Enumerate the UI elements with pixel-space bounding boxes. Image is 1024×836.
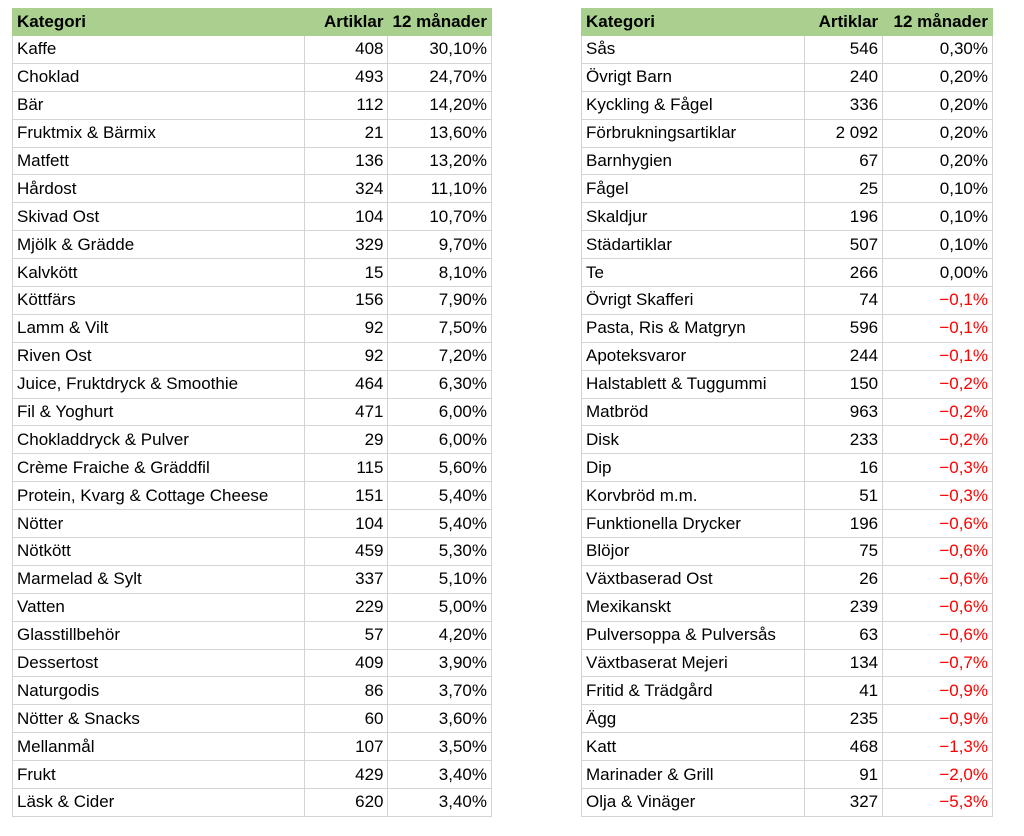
table-row	[582, 733, 993, 761]
change-cell: 5,30%	[388, 538, 492, 566]
table-row	[13, 147, 492, 175]
change-cell: 0,20%	[883, 91, 993, 119]
table-row	[13, 203, 492, 231]
category-cell: Skaldjur	[582, 203, 805, 231]
articles-cell: 327	[805, 789, 883, 817]
articles-cell: 596	[805, 314, 883, 342]
change-cell: 14,20%	[388, 91, 492, 119]
change-cell: 24,70%	[388, 63, 492, 91]
change-cell: −0,3%	[883, 454, 993, 482]
articles-cell: 107	[304, 733, 388, 761]
table-body-right	[582, 36, 993, 817]
table-row	[13, 677, 492, 705]
articles-cell: 324	[304, 175, 388, 203]
articles-cell: 196	[805, 510, 883, 538]
change-cell: −0,6%	[883, 510, 993, 538]
articles-cell: 15	[304, 259, 388, 287]
category-cell: Mellanmål	[13, 733, 305, 761]
category-cell: Kyckling & Fågel	[582, 91, 805, 119]
change-cell: 0,10%	[883, 231, 993, 259]
category-cell: Sås	[582, 36, 805, 64]
change-cell: 0,20%	[883, 119, 993, 147]
category-cell: Glasstillbehör	[13, 621, 305, 649]
change-cell: 11,10%	[388, 175, 492, 203]
table-row	[582, 36, 993, 64]
category-cell: Halstablett & Tuggummi	[582, 370, 805, 398]
category-cell: Marinader & Grill	[582, 761, 805, 789]
articles-cell: 115	[304, 454, 388, 482]
change-cell: 0,20%	[883, 147, 993, 175]
category-cell: Nötkött	[13, 538, 305, 566]
table-row	[13, 119, 492, 147]
category-cell: Kalvkött	[13, 259, 305, 287]
table-row	[13, 287, 492, 315]
table-row	[13, 705, 492, 733]
change-cell: −1,3%	[883, 733, 993, 761]
articles-cell: 112	[304, 91, 388, 119]
articles-cell: 468	[805, 733, 883, 761]
articles-cell: 266	[805, 259, 883, 287]
change-cell: −0,2%	[883, 426, 993, 454]
table-row	[13, 175, 492, 203]
table-row	[582, 677, 993, 705]
change-cell: 7,90%	[388, 287, 492, 315]
change-cell: 3,50%	[388, 733, 492, 761]
table-row	[13, 621, 492, 649]
change-cell: 0,20%	[883, 63, 993, 91]
category-cell: Lamm & Vilt	[13, 314, 305, 342]
table-row	[13, 231, 492, 259]
change-cell: 3,40%	[388, 761, 492, 789]
change-cell: 8,10%	[388, 259, 492, 287]
articles-cell: 620	[304, 789, 388, 817]
category-cell: Korvbröd m.m.	[582, 482, 805, 510]
change-cell: −0,6%	[883, 621, 993, 649]
table-row	[582, 231, 993, 259]
change-cell: −0,6%	[883, 593, 993, 621]
header-12-months: 12 månader	[883, 9, 993, 36]
change-cell: −0,9%	[883, 705, 993, 733]
table-row	[582, 454, 993, 482]
articles-cell: 963	[805, 398, 883, 426]
change-cell: 7,50%	[388, 314, 492, 342]
table-row	[13, 761, 492, 789]
articles-cell: 41	[805, 677, 883, 705]
articles-cell: 408	[304, 36, 388, 64]
table-row	[13, 342, 492, 370]
change-cell: −0,3%	[883, 482, 993, 510]
articles-cell: 235	[805, 705, 883, 733]
change-cell: −0,7%	[883, 649, 993, 677]
articles-cell: 16	[805, 454, 883, 482]
articles-cell: 75	[805, 538, 883, 566]
table-row	[582, 287, 993, 315]
category-cell: Förbrukningsartiklar	[582, 119, 805, 147]
table-row	[13, 426, 492, 454]
category-table-left	[12, 8, 492, 817]
change-cell: 13,20%	[388, 147, 492, 175]
change-cell: 10,70%	[388, 203, 492, 231]
table-row	[13, 649, 492, 677]
category-cell: Övrigt Skafferi	[582, 287, 805, 315]
table-row	[13, 259, 492, 287]
table-row	[582, 91, 993, 119]
change-cell: 4,20%	[388, 621, 492, 649]
category-cell: Nötter	[13, 510, 305, 538]
category-cell: Bär	[13, 91, 305, 119]
table-row	[582, 63, 993, 91]
table-row	[582, 342, 993, 370]
category-cell: Övrigt Barn	[582, 63, 805, 91]
category-cell: Dip	[582, 454, 805, 482]
table-row	[13, 398, 492, 426]
category-cell: Matfett	[13, 147, 305, 175]
category-cell: Fågel	[582, 175, 805, 203]
change-cell: −5,3%	[883, 789, 993, 817]
category-table-right	[581, 8, 993, 817]
table-row	[582, 761, 993, 789]
table-row	[582, 789, 993, 817]
articles-cell: 409	[304, 649, 388, 677]
articles-cell: 92	[304, 342, 388, 370]
table-row	[13, 91, 492, 119]
articles-cell: 337	[304, 565, 388, 593]
table-row	[582, 482, 993, 510]
change-cell: 0,00%	[883, 259, 993, 287]
category-cell: Riven Ost	[13, 342, 305, 370]
category-cell: Hårdost	[13, 175, 305, 203]
articles-cell: 74	[805, 287, 883, 315]
category-cell: Pulversoppa & Pulversås	[582, 621, 805, 649]
category-cell: Katt	[582, 733, 805, 761]
articles-cell: 136	[304, 147, 388, 175]
change-cell: −0,1%	[883, 342, 993, 370]
articles-cell: 2 092	[805, 119, 883, 147]
change-cell: −2,0%	[883, 761, 993, 789]
category-cell: Pasta, Ris & Matgryn	[582, 314, 805, 342]
table-row	[582, 649, 993, 677]
articles-cell: 92	[304, 314, 388, 342]
change-cell: 6,00%	[388, 398, 492, 426]
category-cell: Vatten	[13, 593, 305, 621]
table-row	[13, 63, 492, 91]
articles-cell: 60	[304, 705, 388, 733]
category-cell: Fruktmix & Bärmix	[13, 119, 305, 147]
table-row	[582, 370, 993, 398]
change-cell: 3,60%	[388, 705, 492, 733]
change-cell: −0,1%	[883, 287, 993, 315]
table-row	[13, 593, 492, 621]
table-row	[13, 314, 492, 342]
change-cell: 5,60%	[388, 454, 492, 482]
category-cell: Städartiklar	[582, 231, 805, 259]
articles-cell: 67	[805, 147, 883, 175]
category-cell: Köttfärs	[13, 287, 305, 315]
articles-cell: 459	[304, 538, 388, 566]
category-cell: Fil & Yoghurt	[13, 398, 305, 426]
articles-cell: 21	[304, 119, 388, 147]
table-header-row	[13, 9, 492, 36]
table-row	[13, 36, 492, 64]
table-row	[13, 733, 492, 761]
articles-cell: 29	[304, 426, 388, 454]
articles-cell: 546	[805, 36, 883, 64]
articles-cell: 51	[805, 482, 883, 510]
category-cell: Mexikanskt	[582, 593, 805, 621]
change-cell: −0,6%	[883, 565, 993, 593]
table-row	[582, 259, 993, 287]
table-row	[13, 538, 492, 566]
change-cell: 6,30%	[388, 370, 492, 398]
table-row	[582, 119, 993, 147]
category-cell: Skivad Ost	[13, 203, 305, 231]
articles-cell: 57	[304, 621, 388, 649]
change-cell: 0,10%	[883, 175, 993, 203]
header-category: Kategori	[13, 9, 305, 36]
category-cell: Fritid & Trädgård	[582, 677, 805, 705]
table-row	[582, 175, 993, 203]
articles-cell: 239	[805, 593, 883, 621]
table-row	[582, 593, 993, 621]
articles-cell: 464	[304, 370, 388, 398]
table-row	[13, 510, 492, 538]
change-cell: 5,00%	[388, 593, 492, 621]
articles-cell: 229	[304, 593, 388, 621]
change-cell: 3,70%	[388, 677, 492, 705]
change-cell: 3,90%	[388, 649, 492, 677]
articles-cell: 104	[304, 203, 388, 231]
table-row	[582, 147, 993, 175]
change-cell: 7,20%	[388, 342, 492, 370]
header-12-months: 12 månader	[388, 9, 492, 36]
table-header-row	[582, 9, 993, 36]
articles-cell: 91	[805, 761, 883, 789]
articles-cell: 134	[805, 649, 883, 677]
table-row	[13, 565, 492, 593]
articles-cell: 25	[805, 175, 883, 203]
table-row	[13, 789, 492, 817]
change-cell: 6,00%	[388, 426, 492, 454]
change-cell: 5,10%	[388, 565, 492, 593]
category-cell: Blöjor	[582, 538, 805, 566]
table-row	[13, 454, 492, 482]
table-row	[582, 621, 993, 649]
table-row	[582, 203, 993, 231]
category-cell: Barnhygien	[582, 147, 805, 175]
category-cell: Nötter & Snacks	[13, 705, 305, 733]
articles-cell: 240	[805, 63, 883, 91]
change-cell: −0,2%	[883, 370, 993, 398]
change-cell: 9,70%	[388, 231, 492, 259]
category-cell: Växtbaserat Mejeri	[582, 649, 805, 677]
table-row	[13, 370, 492, 398]
table-row	[582, 565, 993, 593]
change-cell: 0,10%	[883, 203, 993, 231]
articles-cell: 104	[304, 510, 388, 538]
category-cell: Naturgodis	[13, 677, 305, 705]
table-row	[582, 398, 993, 426]
category-cell: Marmelad & Sylt	[13, 565, 305, 593]
articles-cell: 507	[805, 231, 883, 259]
table-row	[13, 482, 492, 510]
articles-cell: 63	[805, 621, 883, 649]
change-cell: 5,40%	[388, 510, 492, 538]
change-cell: 13,60%	[388, 119, 492, 147]
change-cell: 5,40%	[388, 482, 492, 510]
articles-cell: 26	[805, 565, 883, 593]
category-cell: Protein, Kvarg & Cottage Cheese	[13, 482, 305, 510]
change-cell: −0,2%	[883, 398, 993, 426]
table-row	[582, 426, 993, 454]
header-articles: Artiklar	[304, 9, 388, 36]
articles-cell: 429	[304, 761, 388, 789]
category-cell: Apoteksvaror	[582, 342, 805, 370]
category-cell: Funktionella Drycker	[582, 510, 805, 538]
articles-cell: 196	[805, 203, 883, 231]
change-cell: −0,9%	[883, 677, 993, 705]
category-cell: Choklad	[13, 63, 305, 91]
change-cell: 30,10%	[388, 36, 492, 64]
table-row	[582, 314, 993, 342]
table-body-left	[13, 36, 492, 817]
articles-cell: 471	[304, 398, 388, 426]
table-row	[582, 538, 993, 566]
articles-cell: 336	[805, 91, 883, 119]
category-cell: Te	[582, 259, 805, 287]
articles-cell: 156	[304, 287, 388, 315]
articles-cell: 329	[304, 231, 388, 259]
category-cell: Crème Fraiche & Gräddfil	[13, 454, 305, 482]
table-row	[582, 510, 993, 538]
articles-cell: 493	[304, 63, 388, 91]
articles-cell: 86	[304, 677, 388, 705]
header-category: Kategori	[582, 9, 805, 36]
category-cell: Disk	[582, 426, 805, 454]
category-cell: Ägg	[582, 705, 805, 733]
table-row	[582, 705, 993, 733]
category-cell: Chokladdryck & Pulver	[13, 426, 305, 454]
header-articles: Artiklar	[805, 9, 883, 36]
category-cell: Dessertost	[13, 649, 305, 677]
articles-cell: 150	[805, 370, 883, 398]
category-cell: Mjölk & Grädde	[13, 231, 305, 259]
articles-cell: 233	[805, 426, 883, 454]
category-cell: Juice, Fruktdryck & Smoothie	[13, 370, 305, 398]
articles-cell: 151	[304, 482, 388, 510]
change-cell: −0,1%	[883, 314, 993, 342]
category-cell: Kaffe	[13, 36, 305, 64]
category-cell: Växtbaserad Ost	[582, 565, 805, 593]
category-cell: Olja & Vinäger	[582, 789, 805, 817]
articles-cell: 244	[805, 342, 883, 370]
change-cell: 0,30%	[883, 36, 993, 64]
change-cell: −0,6%	[883, 538, 993, 566]
category-cell: Matbröd	[582, 398, 805, 426]
category-cell: Frukt	[13, 761, 305, 789]
category-cell: Läsk & Cider	[13, 789, 305, 817]
change-cell: 3,40%	[388, 789, 492, 817]
